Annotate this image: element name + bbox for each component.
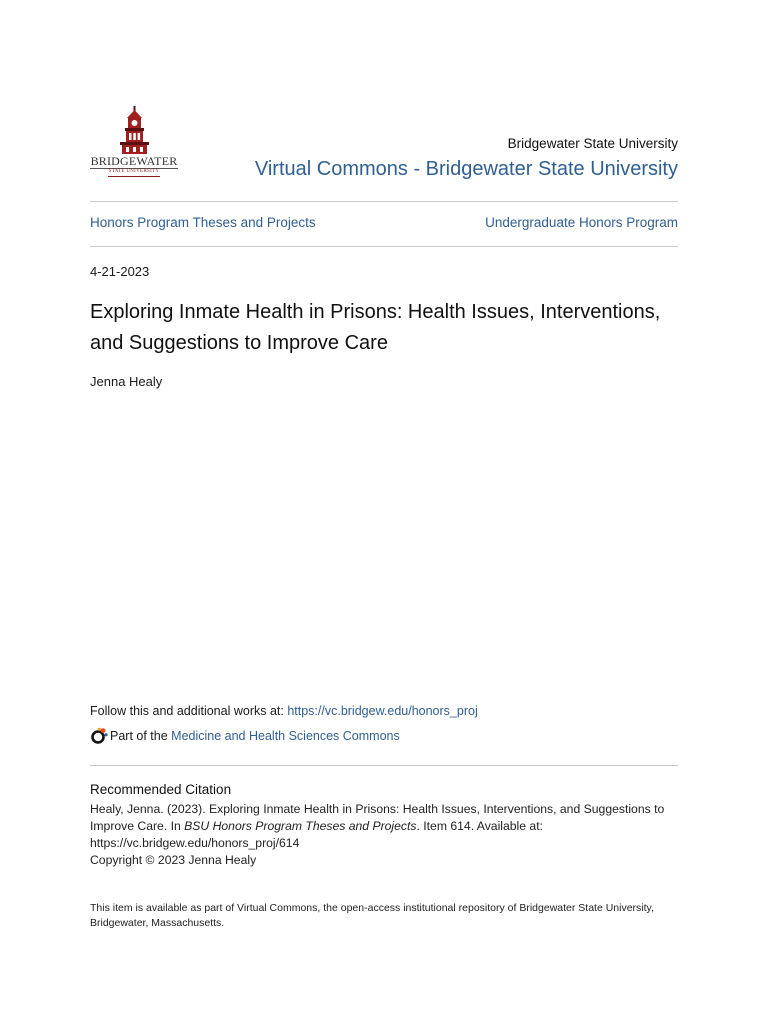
bridgewater-logo[interactable] (90, 104, 180, 182)
repository-footer: This item is available as part of Virtual Commons, the open-access institutional repository of Bridgewater State University, Bridgewater, Massachusetts. (90, 902, 654, 929)
citation-availability: . Item 614. Available at: https://vc.bridgew.edu/honors_proj/614 (90, 819, 543, 850)
citation-series: BSU Honors Program Theses and Projects (184, 819, 417, 833)
logo-wordmark: BRIDGEWATER (90, 154, 178, 168)
author-name: Jenna Healy (90, 374, 163, 389)
institution-name: Bridgewater State University (507, 136, 678, 151)
repository-link[interactable]: Virtual Commons - Bridgewater State University (254, 158, 678, 180)
citation-divider (90, 765, 678, 766)
commons-link[interactable]: Medicine and Health Sciences Commons (171, 729, 400, 743)
copyright-line: Copyright © 2023 Jenna Healy (90, 853, 257, 867)
citation-heading: Recommended Citation (90, 782, 232, 797)
paper-title: Exploring Inmate Health in Prisons: Health Issues, Interventions, and Suggestions to Improve Care (90, 301, 661, 354)
program-link[interactable]: Undergraduate Honors Program (485, 215, 678, 230)
follow-url-link[interactable]: https://vc.bridgew.edu/honors_proj (287, 704, 478, 718)
follow-label: Follow this and additional works at: (90, 704, 288, 718)
part-of-line (90, 727, 400, 745)
header-divider (90, 201, 678, 202)
publication-date: 4-21-2023 (90, 264, 150, 279)
citation-text: Healy, Jenna. (2023). Exploring Inmate Health in Prisons: Health Issues, Interventions, and Suggestions to Improve Care. In (90, 802, 665, 833)
collection-link[interactable]: Honors Program Theses and Projects (90, 215, 316, 230)
cover-header (90, 104, 678, 186)
citation-block (90, 801, 680, 869)
logo-subtitle: STATE UNIVERSITY (108, 169, 160, 174)
clock-tower-icon (90, 104, 180, 156)
follow-line (90, 704, 478, 718)
part-of-label: Part of the (110, 729, 172, 743)
bepress-network-icon (90, 727, 108, 745)
logo-underline (108, 176, 160, 177)
nav-divider (90, 246, 678, 247)
